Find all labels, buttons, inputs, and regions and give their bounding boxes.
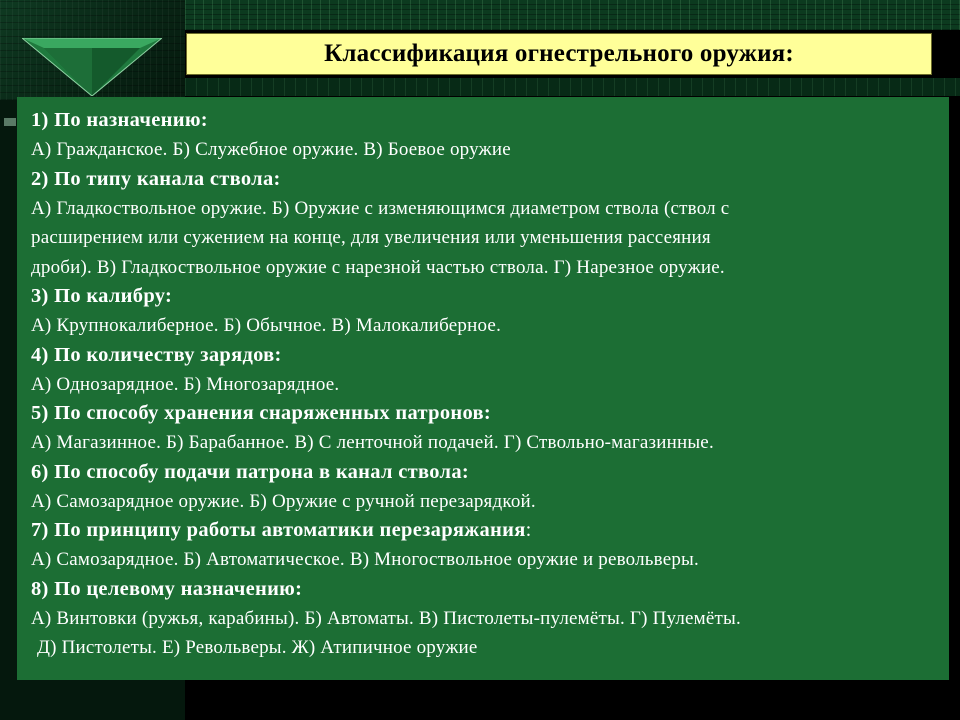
item-text: Д) Пистолеты. Е) Револьверы. Ж) Атипичное оружие [37,637,478,658]
list-item [31,165,935,283]
list-item [31,516,935,575]
item-text: А) Самозарядное оружие. Б) Оружие с ручной перезарядкой. [31,490,536,512]
heading-colon: : [525,519,532,541]
item-heading: 8) По целевому назначению: [31,577,303,600]
decorative-band-lower [185,78,960,96]
list-item [31,106,935,165]
classification-list [17,97,949,680]
item-text: А) Однозарядное. Б) Многозарядное. [31,373,340,395]
item-heading: 3) По калибру: [31,285,173,307]
item-heading: 6) По способу подачи патрона в канал ствола: [31,460,470,483]
item-heading-wrapper [31,516,935,545]
item-heading: 4) По количеству зарядов: [31,343,282,366]
item-text: А) Гладкоствольное оружие. Б) Оружие с изменяющимся диаметром ствола (ствол с [31,197,730,219]
item-text: А) Винтовки (ружья, карабины). Б) Автоматы. В) Пистолеты-пулемёты. Г) Пулемёты. [31,607,741,629]
slide-title: Классификация огнестрельного оружия: [324,40,794,67]
list-item [31,341,935,400]
item-heading: 7) По принципу работы автоматики перезаряжания [31,519,526,541]
title-banner [186,33,932,75]
list-item [31,399,935,458]
corner-decoration [0,0,185,100]
item-heading: 5) По способу хранения снаряженных патронов: [31,402,492,424]
top-decorative-band [185,0,960,30]
item-heading: 2) По типу канала ствола: [31,167,281,190]
item-text: А) Магазинное. Б) Барабанное. В) С ленточной подачей. Г) Ствольно-магазинные. [31,432,714,453]
emerald-gem-icon [22,38,162,96]
left-marker [4,118,16,126]
list-item [31,282,935,341]
item-text: дроби). В) Гладкоствольное оружие с нарезной частью ствола. Г) Нарезное оружие. [31,256,725,278]
item-text: А) Гражданское. Б) Служебное оружие. В) Боевое оружие [31,139,511,160]
list-item [31,575,935,663]
item-heading: 1) По назначению: [31,109,208,131]
item-text: расширением или сужением на конце, для увеличения или уменьшения рассеяния [31,227,711,248]
item-text: А) Крупнокалиберное. Б) Обычное. В) Малокалиберное. [31,315,502,336]
list-item [31,458,935,517]
item-text: А) Самозарядное. Б) Автоматическое. В) Многоствольное оружие и револьверы. [31,549,699,570]
